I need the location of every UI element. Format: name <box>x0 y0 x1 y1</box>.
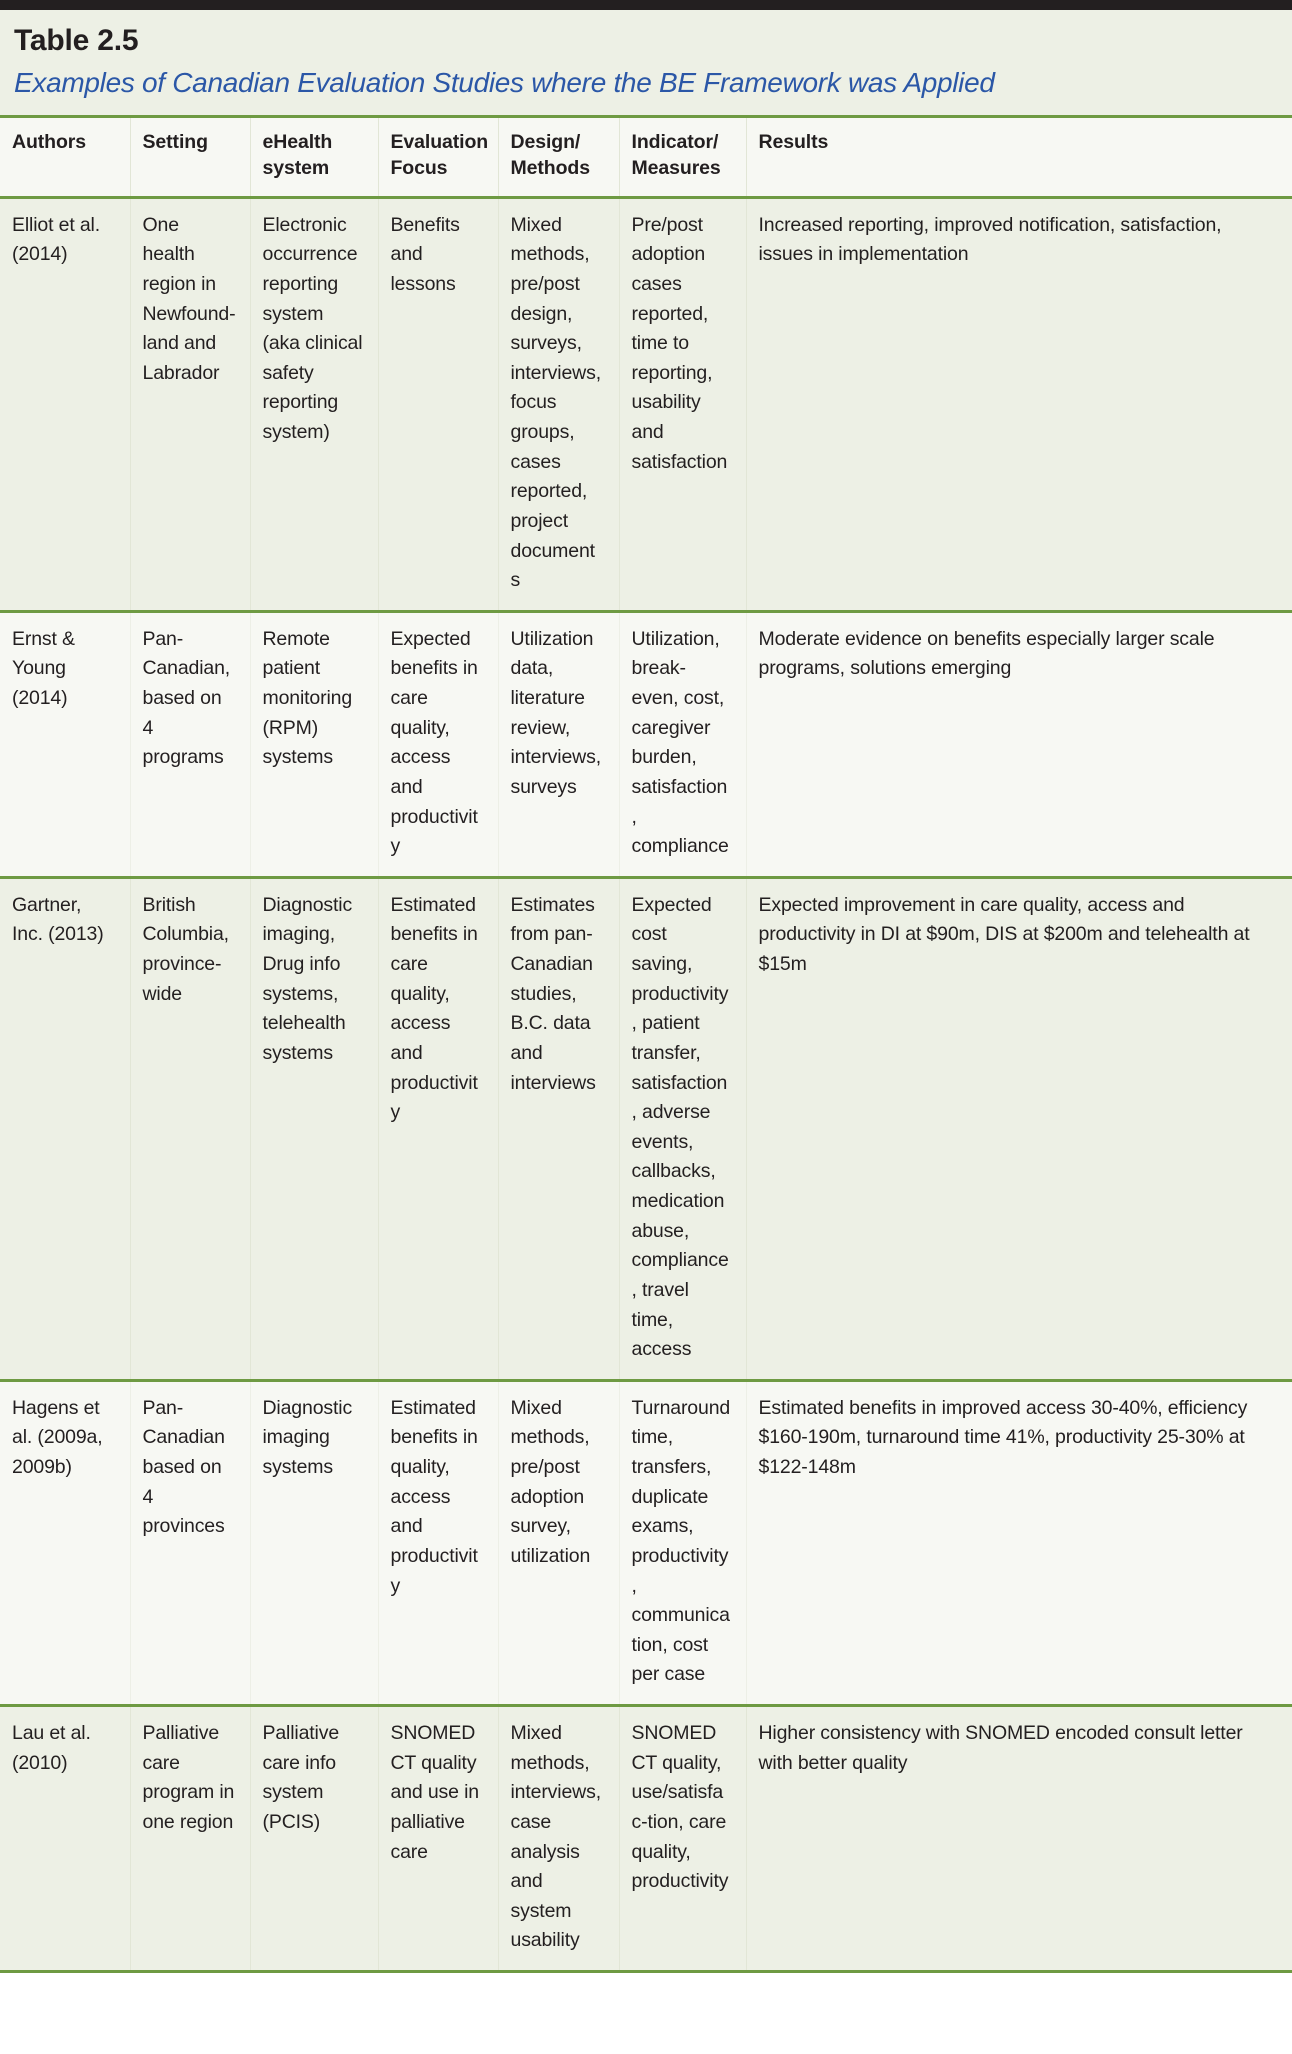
table-caption-block <box>0 10 1292 115</box>
cell-indicator-measures: SNOMED CT quality, use/satisfac-tion, care quality, productivity <box>619 1706 746 1972</box>
cell-results: Higher consistency with SNOMED encoded consult letter with better quality <box>746 1706 1292 1972</box>
cell-results: Increased reporting, improved notification, satisfaction, issues in implementation <box>746 197 1292 611</box>
cell-indicator-measures: Expected cost saving, productivity, patient transfer, satisfaction, adverse events, callbacks, medication abuse, compliance, travel time, access <box>619 877 746 1380</box>
cell-authors: Lau et al. (2010) <box>0 1706 130 1972</box>
cell-setting: British Columbia, province-wide <box>130 877 250 1380</box>
column-header-design-methods: Design/ Methods <box>498 117 619 197</box>
cell-indicator-measures: Utilization, break-even, cost, caregiver burden, satisfaction, compliance <box>619 611 746 877</box>
cell-design-methods: Estimates from pan-Canadian studies, B.C. data and interviews <box>498 877 619 1380</box>
cell-design-methods: Mixed methods, interviews, case analysis and system usability <box>498 1706 619 1972</box>
column-header-evaluation-focus: Evaluation Focus <box>378 117 498 197</box>
cell-design-methods: Mixed methods, pre/post design, surveys, interviews, focus groups, cases reported, project documents <box>498 197 619 611</box>
table-title: Examples of Canadian Evaluation Studies where the BE Framework was Applied <box>14 66 995 98</box>
cell-results: Estimated benefits in improved access 30-40%, efficiency $160-190m, turnaround time 41%, productivity 25-30% at $122-148m <box>746 1380 1292 1705</box>
table-row <box>0 1706 1292 1972</box>
cell-design-methods: Mixed methods, pre/post adoption survey, utilization <box>498 1380 619 1705</box>
cell-evaluation-focus: Benefits and lessons <box>378 197 498 611</box>
cell-evaluation-focus: Estimated benefits in care quality, access and productivity <box>378 877 498 1380</box>
cell-ehealth-system: Palliative care info system (PCIS) <box>250 1706 378 1972</box>
table-row <box>0 611 1292 877</box>
column-header-results: Results <box>746 117 1292 197</box>
cell-indicator-measures: Turnaround time, transfers, duplicate exams, productivity, communication, cost per case <box>619 1380 746 1705</box>
cell-evaluation-focus: SNOMED CT quality and use in palliative care <box>378 1706 498 1972</box>
table-row <box>0 1380 1292 1705</box>
cell-setting: Pan-Canadian based on 4 provinces <box>130 1380 250 1705</box>
table-row <box>0 877 1292 1380</box>
table-number: Table 2.5 <box>14 24 139 57</box>
cell-setting: Palliative care program in one region <box>130 1706 250 1972</box>
cell-ehealth-system: Diagnostic imaging systems <box>250 1380 378 1705</box>
evaluation-studies-table <box>0 115 1292 1973</box>
column-header-ehealth-system: eHealth system <box>250 117 378 197</box>
cell-authors: Gartner, Inc. (2013) <box>0 877 130 1380</box>
cell-indicator-measures: Pre/post adoption cases reported, time to reporting, usability and satisfaction <box>619 197 746 611</box>
column-header-authors: Authors <box>0 117 130 197</box>
table-header-row <box>0 117 1292 197</box>
cell-results: Moderate evidence on benefits especially larger scale programs, solutions emerging <box>746 611 1292 877</box>
cell-design-methods: Utilization data, literature review, interviews, surveys <box>498 611 619 877</box>
page-top-rule <box>0 0 1292 10</box>
cell-ehealth-system: Diagnostic imaging, Drug info systems, telehealth systems <box>250 877 378 1380</box>
cell-ehealth-system: Electronic occurrence reporting system (aka clinical safety reporting system) <box>250 197 378 611</box>
column-header-setting: Setting <box>130 117 250 197</box>
table-row <box>0 197 1292 611</box>
column-header-indicator-measures: Indicator/ Measures <box>619 117 746 197</box>
cell-evaluation-focus: Expected benefits in care quality, access and productivity <box>378 611 498 877</box>
cell-results: Expected improvement in care quality, access and productivity in DI at $90m, DIS at $200m and telehealth at $15m <box>746 877 1292 1380</box>
cell-authors: Hagens et al. (2009a, 2009b) <box>0 1380 130 1705</box>
table-header <box>0 117 1292 197</box>
cell-setting: Pan-Canadian, based on 4 programs <box>130 611 250 877</box>
table-body <box>0 197 1292 1971</box>
cell-ehealth-system: Remote patient monitoring (RPM) systems <box>250 611 378 877</box>
cell-authors: Elliot et al. (2014) <box>0 197 130 611</box>
cell-authors: Ernst & Young (2014) <box>0 611 130 877</box>
cell-setting: One health region in Newfound-land and Labrador <box>130 197 250 611</box>
cell-evaluation-focus: Estimated benefits in quality, access and productivity <box>378 1380 498 1705</box>
